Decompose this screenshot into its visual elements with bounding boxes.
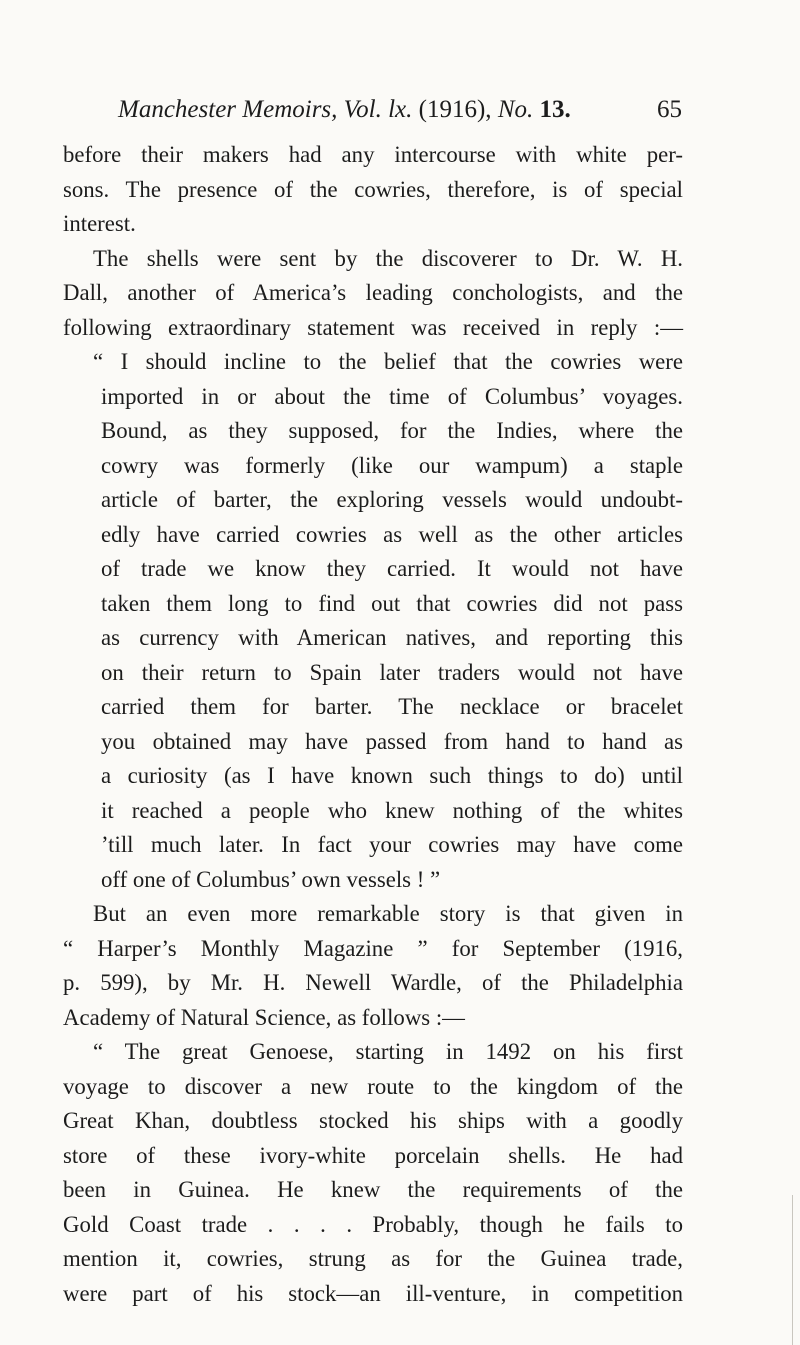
- text-line: on their return to Spain later traders would not have: [101, 659, 683, 685]
- text-line: you obtained may have passed from hand to hand as: [101, 728, 683, 754]
- body-text: [63, 138, 683, 1311]
- text-line: article of barter, the exploring vessels would undoubt-: [101, 487, 683, 512]
- text-line: Gold Coast trade . . . . Probably, though he fails to: [63, 1211, 683, 1237]
- text-line: were part of his stock—an ill-venture, in competition: [63, 1280, 683, 1306]
- text-line: “ Harper’s Monthly Magazine ” for September (1916,: [63, 935, 683, 961]
- text-line: Great Khan, doubtless stocked his ships with a goodly: [63, 1108, 683, 1133]
- issue-number: 13.: [539, 96, 571, 123]
- text-line: But an even more remarkable story is that given in: [93, 901, 683, 926]
- text-line: “ I should incline to the belief that the cowries were: [93, 349, 683, 374]
- volume-label: Vol. lx.: [343, 96, 413, 123]
- text-line: following extraordinary statement was received in reply :—: [63, 314, 683, 340]
- text-line: taken them long to find out that cowries did not pass: [101, 590, 683, 616]
- text-line: a curiosity (as I have known such things to do) until: [101, 763, 683, 788]
- journal-title: Manchester Memoirs,: [118, 96, 338, 123]
- text-line: cowry was formerly (like our wampum) a staple: [101, 452, 683, 478]
- text-line: “ The great Genoese, starting in 1492 on his first: [93, 1039, 683, 1064]
- scan-edge-mark: [792, 1195, 793, 1345]
- text-line: Bound, as they supposed, for the Indies, where the: [101, 418, 683, 443]
- text-line: imported in or about the time of Columbus’ voyages.: [101, 383, 683, 409]
- text-line: off one of Columbus’ own vessels ! ”: [101, 866, 441, 892]
- text-line: it reached a people who knew nothing of the whites: [101, 797, 683, 823]
- text-line: mention it, cowries, strung as for the Guinea trade,: [63, 1246, 683, 1271]
- text-line: p. 599), by Mr. H. Newell Wardle, of the Philadelphia: [63, 970, 683, 995]
- text-line: sons. The presence of the cowries, therefore, is of special: [63, 176, 683, 202]
- page-number: 65: [657, 96, 682, 123]
- text-line: edly have carried cowries as well as the other articles: [101, 521, 683, 547]
- text-line: The shells were sent by the discoverer to Dr. W. H.: [93, 245, 683, 271]
- year-label: (1916),: [418, 96, 492, 123]
- text-line: carried them for barter. The necklace or bracelet: [101, 694, 683, 719]
- text-line: Dall, another of America’s leading conchologists, and the: [63, 280, 683, 305]
- text-line: store of these ivory-white porcelain shells. He had: [63, 1142, 683, 1168]
- text-line: ’till much later. In fact your cowries may have come: [101, 832, 683, 857]
- text-line: voyage to discover a new route to the kingdom of the: [63, 1073, 683, 1099]
- text-line: before their makers had any intercourse with white per-: [63, 142, 683, 167]
- text-line: Academy of Natural Science, as follows :—: [63, 1004, 465, 1030]
- text-line: been in Guinea. He knew the requirements of the: [63, 1177, 683, 1202]
- text-line: interest.: [63, 211, 136, 236]
- text-line: as currency with American natives, and reporting this: [101, 625, 683, 650]
- text-line: of trade we know they carried. It would not have: [101, 556, 683, 581]
- running-head: [118, 96, 682, 136]
- number-label: No.: [497, 96, 534, 123]
